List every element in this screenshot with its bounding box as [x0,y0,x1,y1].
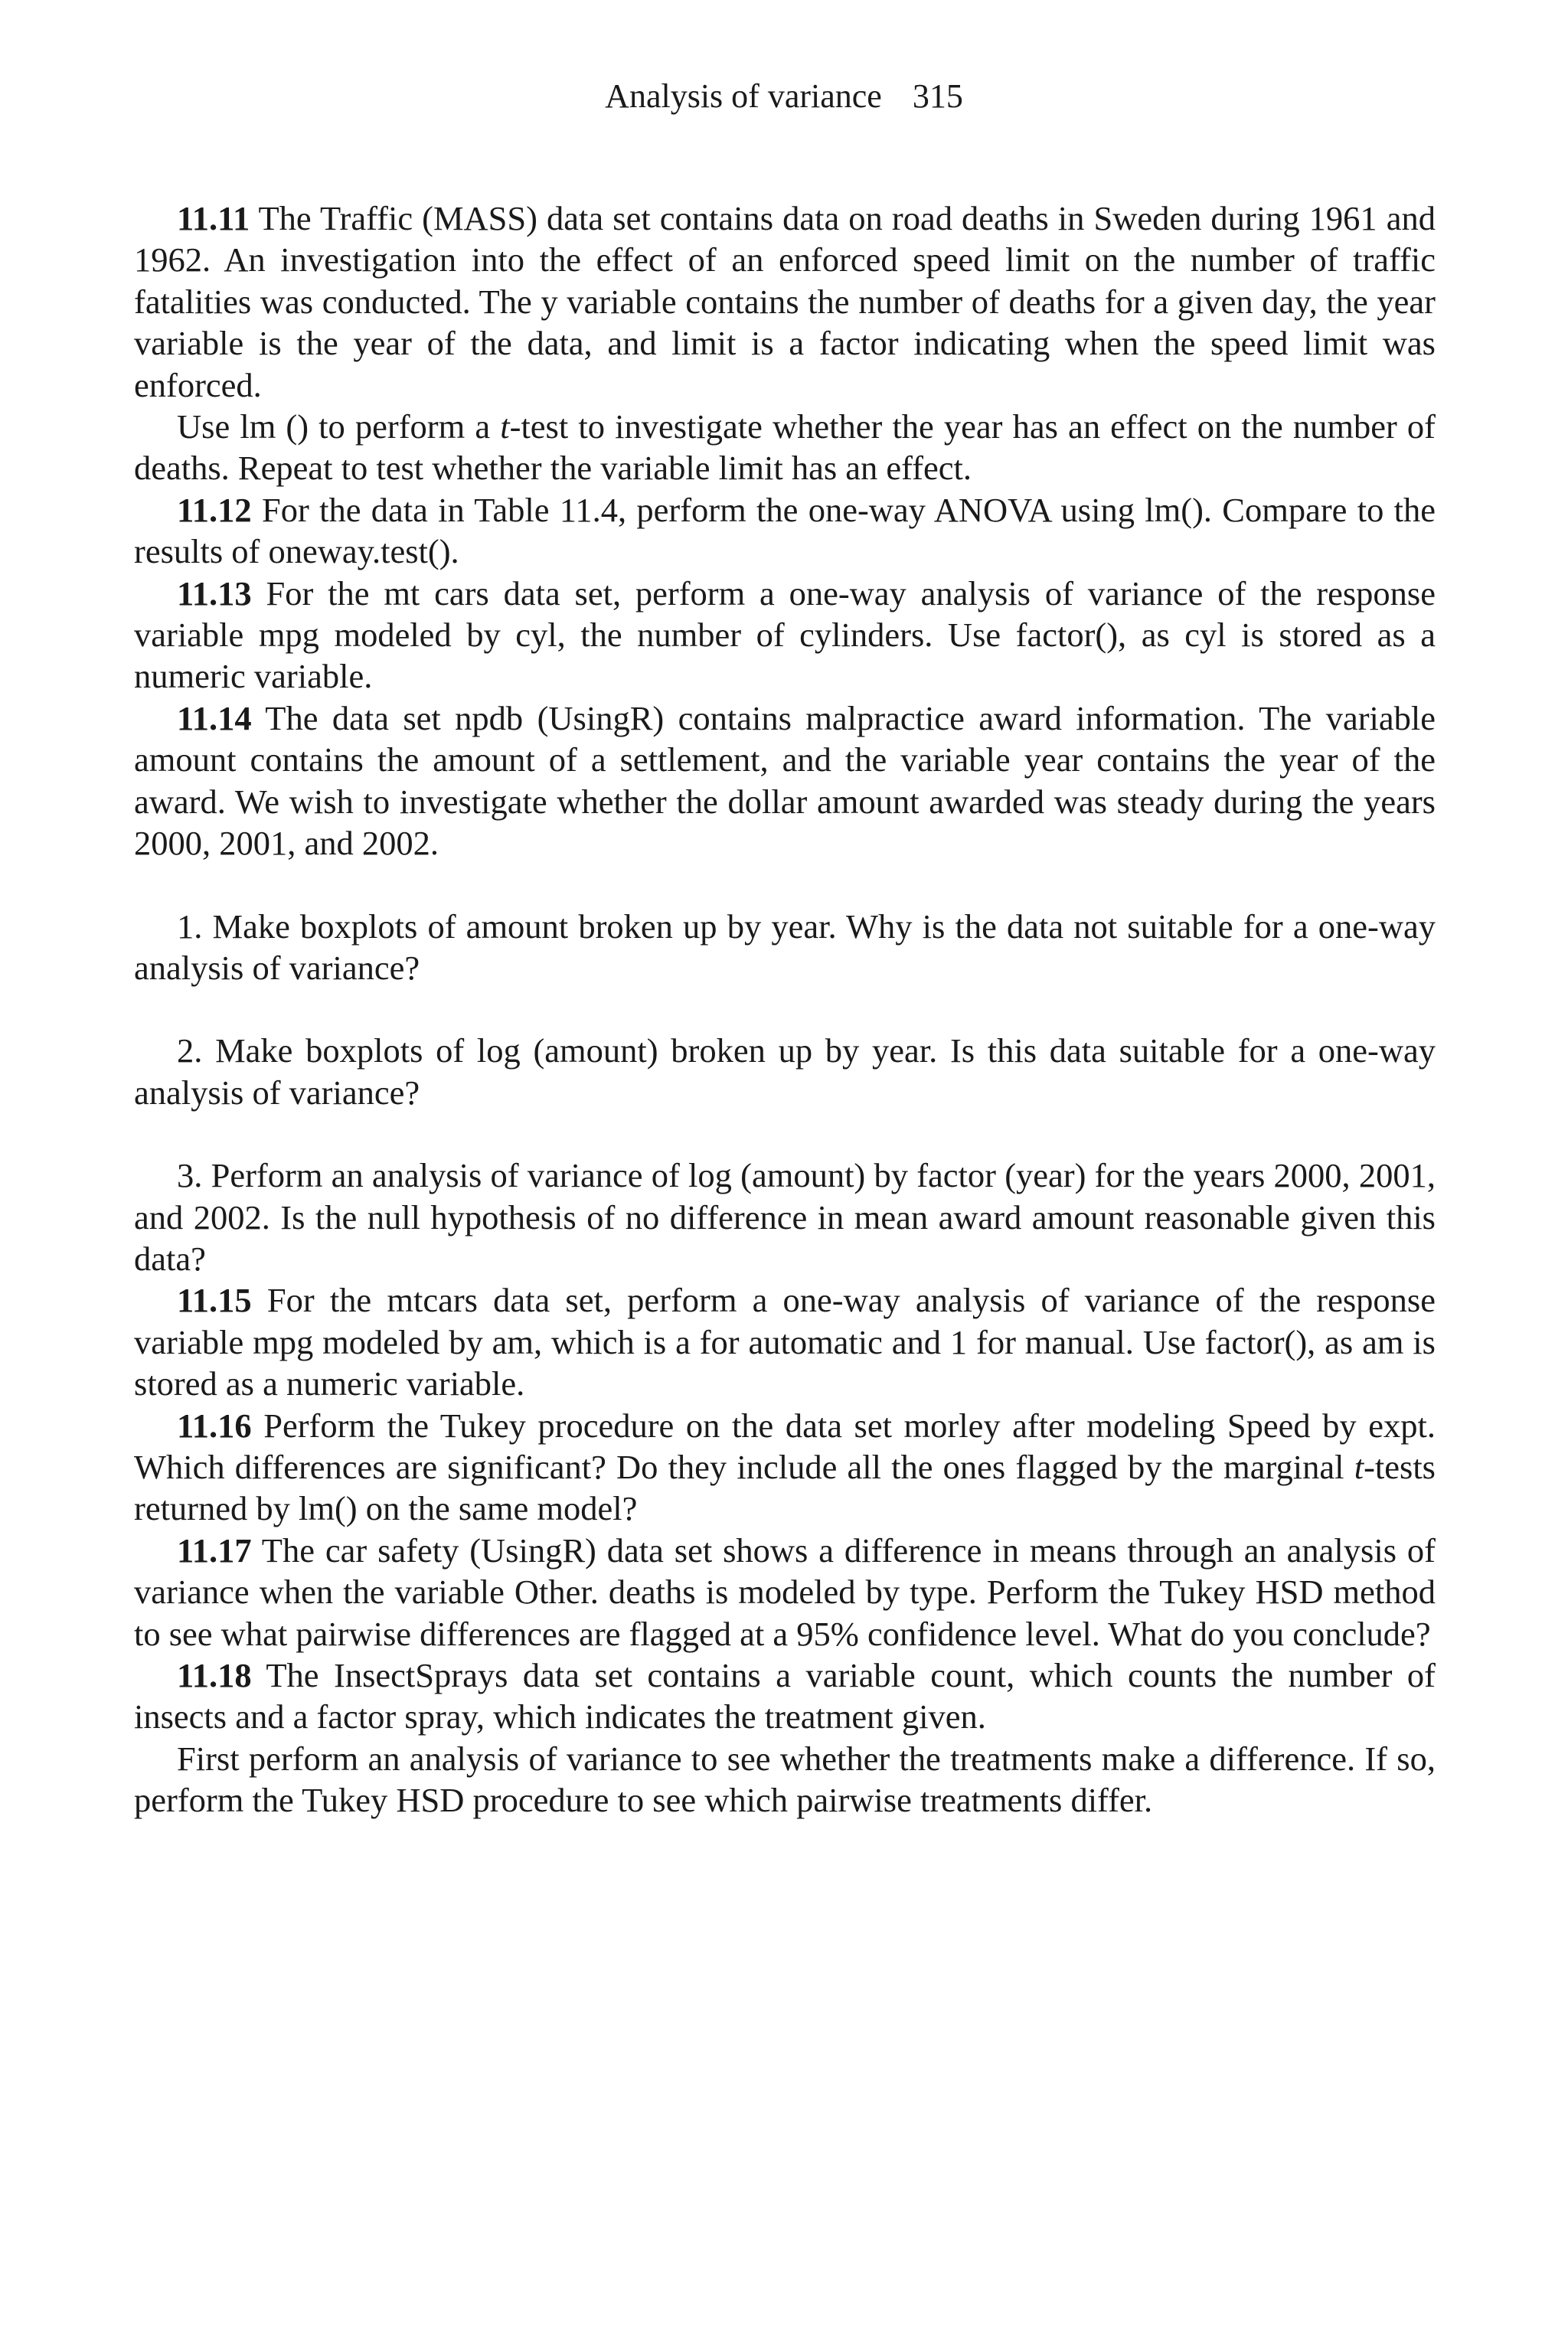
exercise-text: For the mt cars data set, perform a one-way analysis of variance of the response variable mpg modeled by cyl, the number of cylinders. Use factor(), as cyl is stored as a numeric variable. [134,573,1436,696]
running-head-title: Analysis of variance [605,77,882,115]
exercise-text: The Traffic (MASS) data set contains data on road deaths in Sweden during 1961 and 1962. An investigation into the effect of an enforced speed limit on the number of traffic fatalities was conducted. The y variable contains the number of deaths for a given day, the year variable is the year of the data, and limit is a factor indicating when the speed limit was enforced. [134,199,1436,404]
exercise-text: For the data in Table 11.4, perform the one-way ANOVA using lm(). Compare to the results of oneway.test(). [134,490,1436,571]
exercise-11-17 [134,1530,1436,1655]
t-symbol: t [500,407,510,446]
exercise-number: 11.12 [177,490,252,529]
exercise-text: Use lm () to perform a [177,407,501,446]
exercise-11-13 [134,573,1436,697]
exercise-number: 11.15 [177,1281,252,1320]
exercise-11-18-paragraph-2: First perform an analysis of variance to see whether the treatments make a difference. If so, perform the Tukey HSD procedure to see which pairwise treatments differ. [134,1739,1436,1820]
exercise-text: The InsectSprays data set contains a variable count, which counts the number of insects and a factor spray, which indicates the treatment given. [134,1656,1436,1736]
exercise-11-14 [134,697,1436,864]
page-number: 315 [912,77,963,115]
exercise-number: 11.17 [177,1530,252,1570]
exercise-number: 11.16 [177,1406,252,1445]
exercise-text: The data set npdb (UsingR) contains malpractice award information. The variable amount contains the amount of a settlement, and the variable year contains the year of the award. We wish to investigate whether the dollar amount awarded was steady during the years 2000, 2001, and 2002. [134,698,1436,863]
running-head [0,74,1568,119]
exercise-11-11-paragraph-2 [134,406,1436,489]
exercise-11-12 [134,489,1436,573]
exercise-list [134,198,1436,1821]
exercise-11-14-item-1: 1. Make boxplots of amount broken up by year. Why is the data not suitable for a one-way analysis of variance? [134,906,1436,987]
exercise-number: 11.18 [177,1656,252,1694]
exercise-number: 11.13 [177,573,252,612]
exercise-text: For the mtcars data set, perform a one-way analysis of variance of the response variable mpg modeled by am, which is a for automatic and 1 for manual. Use factor(), as am is stored as a numeric variable. [134,1281,1436,1403]
exercise-11-15 [134,1279,1436,1404]
exercise-11-16 [134,1405,1436,1530]
exercise-text: -tests returned by lm() on the same model? [134,1447,1436,1528]
exercise-11-18 [134,1655,1436,1738]
exercise-11-14-item-3: 3. Perform an analysis of variance of log (amount) by factor (year) for the years 2000, 2001, and 2002. Is the null hypothesis of no difference in mean award amount reasonable given this data? [134,1156,1436,1278]
exercise-text: The car safety (UsingR) data set shows a difference in means through an analysis of variance when the variable Other. deaths is modeled by type. Perform the Tukey HSD method to see what pairwise differences are flagged at a 95% confidence level. What do you conclude? [134,1530,1436,1653]
exercise-11-11 [134,198,1436,406]
exercise-text: Perform the Tukey procedure on the data set morley after modeling Speed by expt. Which differences are significant? Do they include all the ones flagged by the marginal [134,1406,1436,1486]
exercise-number: 11.14 [177,698,252,737]
exercise-11-14-item-2: 2. Make boxplots of log (amount) broken up by year. Is this data suitable for a one-way analysis of variance? [134,1031,1436,1112]
exercise-text: -test to investigate whether the year has an effect on the number of deaths. Repeat to test whether the variable limit has an effect. [134,407,1436,488]
exercise-number: 11.11 [177,199,250,237]
t-symbol: t [1354,1447,1364,1486]
